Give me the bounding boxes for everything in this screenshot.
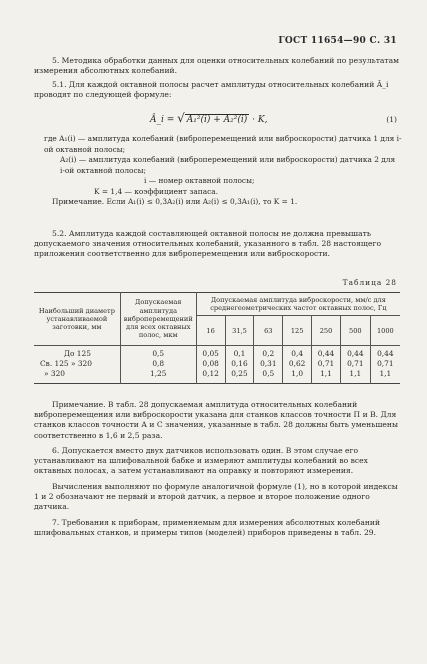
header-freq: 31,5 (225, 316, 254, 346)
table-cell: 0,5 (262, 369, 275, 379)
table-row-label: » 320 (44, 369, 65, 379)
header-amplitude: Допускаемая амплитуда виброперемещений для всех октавных полос, мкм (120, 293, 196, 346)
header-freq: 63 (254, 316, 283, 346)
velocity-125-cell (283, 346, 312, 384)
table-note: Примечание. В табл. 28 допускаемая амплитуда относительных колебаний виброперемещения или виброскорости указана для станков классов точности П и В. Для станков классов точности А и С значения, указанные в табл. 28 должны быть уменьшены соответственно в 1,6 и 2,5 раза. (34, 400, 398, 440)
table-cell: 0,71 (317, 359, 335, 369)
paragraph-5: 5. Методика обработки данных для оценки относительных колебаний по результатам измерения абсолютных колебаний. (34, 56, 400, 76)
header-diameter: Наибольший диаметр устанавливаемой заготовки, мм (34, 293, 120, 346)
table-cell: 0,4 (291, 349, 304, 358)
velocity-250-cell (312, 346, 341, 384)
table-cell: 0,71 (347, 359, 364, 369)
table-cell: 0,12 (202, 369, 219, 379)
definition-a2: A₂(i) — амплитуда колебаний (виброперемещений или виброскорости) датчика 2 для i-ой октавной полосы; (60, 155, 396, 175)
formula-lhs: Â_i = (150, 115, 178, 125)
definition-a1: где A₁(i) — амплитуда колебаний (виброперемещений или виброскорости) датчика 1 для i-ой октавной полосы; (44, 134, 402, 154)
amplitude-cell (120, 346, 196, 384)
table-cell: 0,44 (347, 349, 364, 358)
paragraph-5-1: 5.1. Для каждой октавной полосы расчет амплитуды относительных колебаний Â_i проводят по следующей формуле: (34, 80, 389, 100)
formula-tail: · K, (249, 115, 268, 125)
table-row-label: До 125 (64, 349, 91, 358)
table-cell: 0,44 (377, 349, 394, 358)
header-freq: 1000 (370, 316, 400, 346)
header-velocity-group: Допускаемая амплитуда виброскорости, мм/с для среднегеометрических частот октавных полос, Гц (196, 293, 400, 316)
definition-k: K = 1,4 — коэффициент запаса. (94, 186, 219, 196)
table-cell: 0,16 (231, 359, 248, 369)
table-cell: 1,1 (349, 369, 362, 379)
paragraph-7: 7. Требования к приборам, применяемым для измерения абсолютных колебаний шлифовальных станков, и примеры типов (моделей) приборов приведены в табл. 29. (34, 518, 381, 538)
page-header: ГОСТ 11654—90 С. 31 (278, 36, 397, 46)
header-freq: 500 (340, 316, 370, 346)
table-cell: 1,25 (150, 369, 167, 379)
header-freq: 16 (196, 316, 225, 346)
table-cell: 0,25 (231, 369, 248, 379)
table-cell: 0,2 (262, 349, 275, 358)
table-cell: 0,05 (202, 349, 219, 358)
table-28 (34, 292, 400, 384)
definition-i: i — номер октавной полосы; (144, 176, 255, 185)
row-labels-cell (34, 346, 120, 384)
velocity-16-cell (196, 346, 225, 384)
table-cell: 1,0 (291, 369, 304, 379)
formula-number: (1) (386, 115, 397, 124)
header-freq: 125 (283, 316, 312, 346)
table-row-label: Св. 125 » 320 (40, 359, 92, 369)
table-cell: 1,1 (379, 369, 392, 379)
table-cell: 1,1 (320, 369, 332, 379)
formula-1: Â_i = √ A₁²(i) + A₂²(i) · K, (150, 111, 268, 125)
velocity-31-5-cell (225, 346, 254, 384)
definition-note: Примечание. Если A₁(i) ≤ 0,3A₂(i) или A₂(i) ≤ 0,3A₁(i), то K = 1. (52, 197, 298, 206)
table-cell: 0,44 (317, 349, 335, 358)
table-title: Таблица 28 (342, 278, 397, 287)
paragraph-5-2: 5.2. Амплитуда каждой составляющей октавной полосы не должна превышать допускаемого значения относительных колебаний, указанного в табл. 28 настоящего приложения соответственно для виброперемещения или виброскорости. (34, 229, 382, 259)
paragraph-6-continued: Вычисления выполняют по формуле аналогичной формуле (1), но в которой индексы 1 и 2 обозначают не первый и второй датчик, а первое и второе положение одного датчика. (34, 482, 398, 512)
paragraph-6: 6. Допускается вместо двух датчиков использовать один. В этом случае его устанавливают на шлифовальной бабке и измеряют амплитуды колебаний во всех октавных полосах, а затем устанавливают на оправку и повторяют измерения. (34, 446, 368, 476)
header-freq: 250 (312, 316, 341, 346)
table-cell: 0,08 (202, 359, 219, 369)
formula-sqrt-body: A₁²(i) + A₂²(i) (186, 115, 248, 125)
table-cell: 0,5 (152, 349, 165, 358)
table-cell: 0,62 (288, 359, 306, 369)
velocity-500-cell (340, 346, 370, 384)
table-cell: 0,8 (152, 359, 165, 369)
table-cell: 0,1 (233, 349, 246, 358)
velocity-1000-cell (370, 346, 400, 384)
definitions (34, 134, 402, 208)
table-cell: 0,71 (377, 359, 394, 369)
table-cell: 0,31 (260, 359, 277, 369)
velocity-63-cell (254, 346, 283, 384)
